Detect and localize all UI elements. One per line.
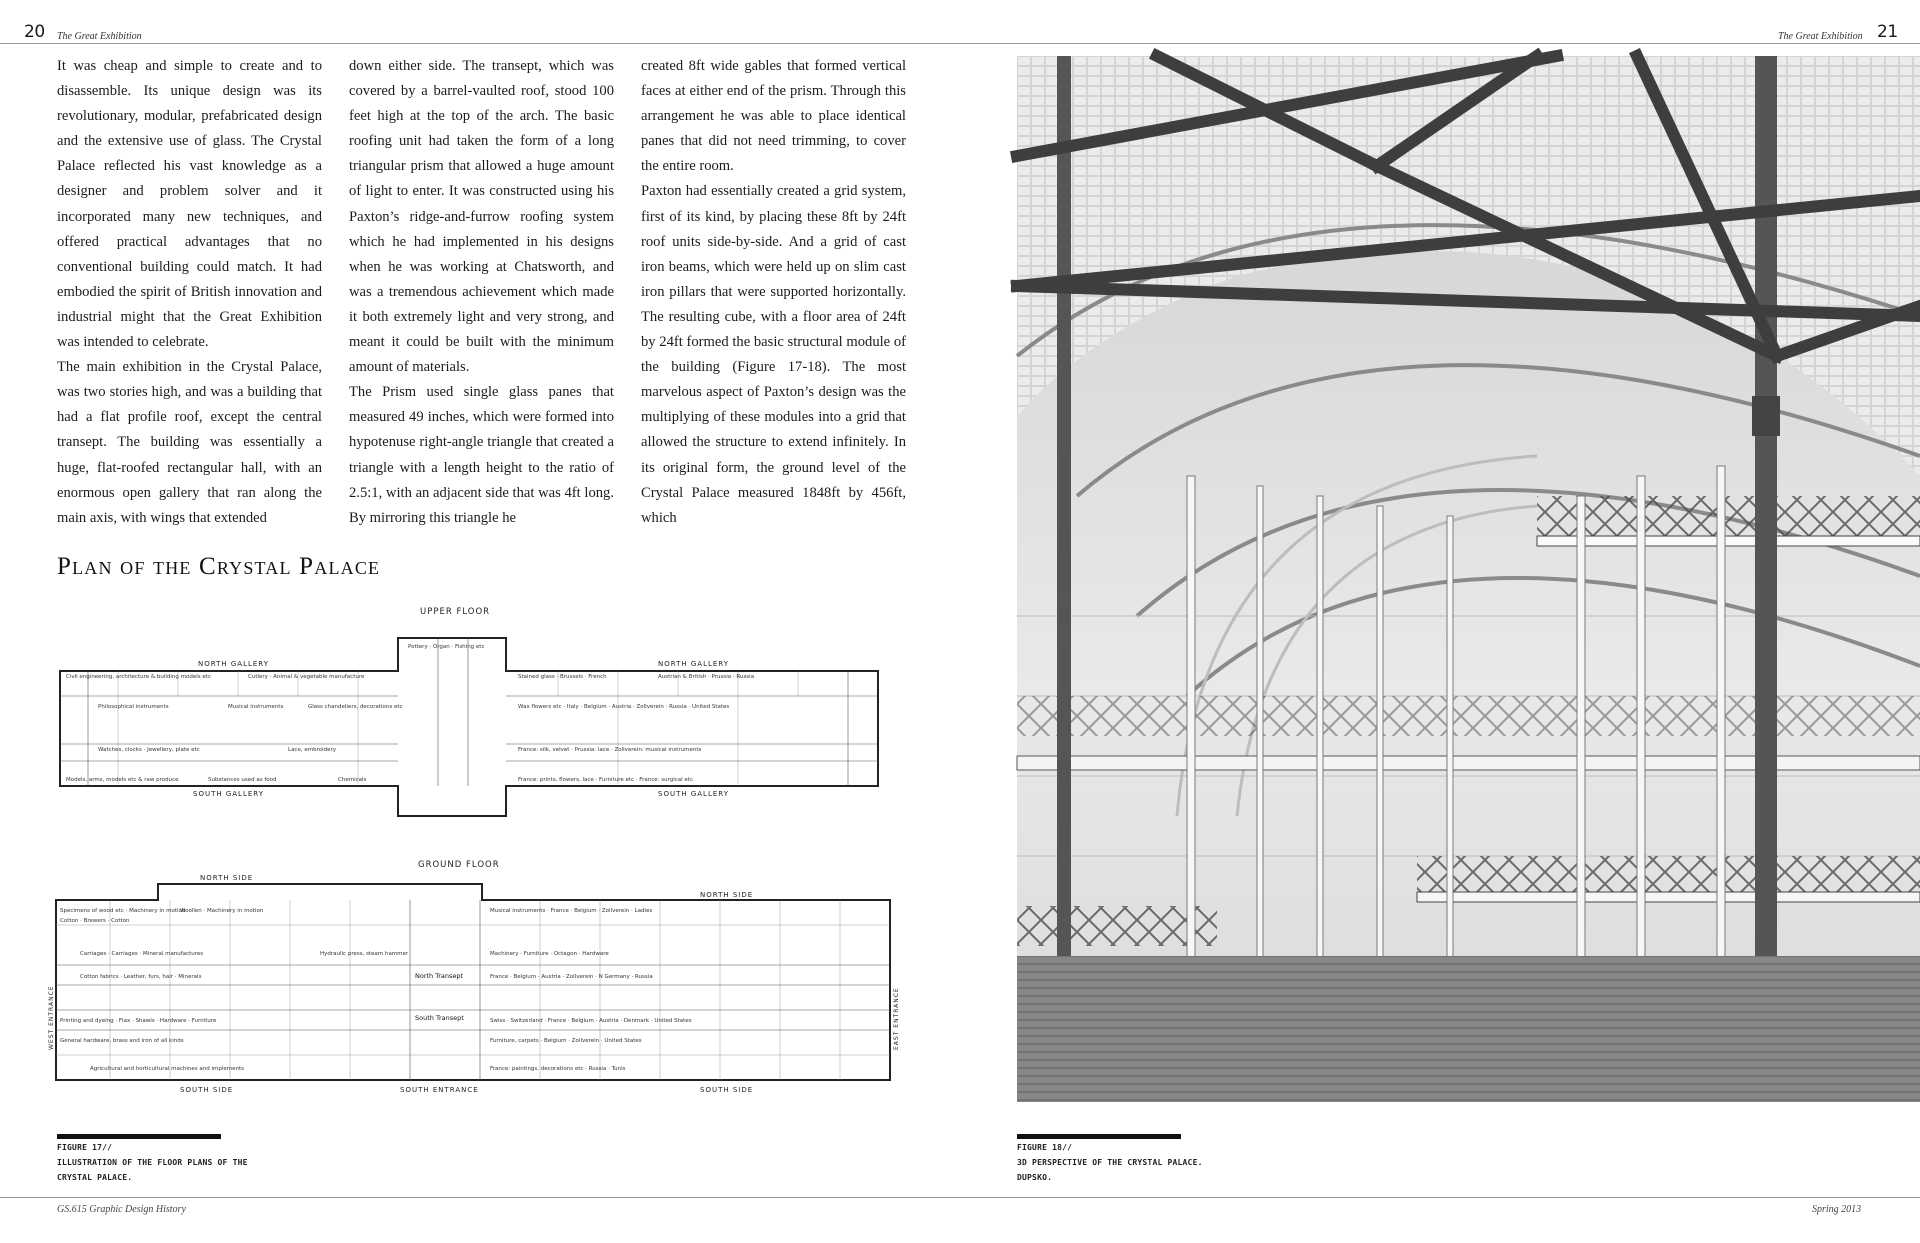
figure-17-line2: CRYSTAL PALACE. <box>57 1173 133 1182</box>
text-column-2 <box>349 54 614 531</box>
svg-text:Carriages · Carriages · Minera: Carriages · Carriages · Mineral manufactures <box>80 951 204 957</box>
figure-18-line1: 3D PERSPECTIVE OF THE CRYSTAL PALACE. <box>1017 1158 1203 1167</box>
svg-text:France · Belgium · Austria · Z: France · Belgium · Austria · Zollverein · N Germany · Russia <box>490 974 653 980</box>
svg-text:Cotton · Brewers · Cotton: Cotton · Brewers · Cotton <box>60 918 130 924</box>
footer-left: GS.615 Graphic Design History <box>57 1204 186 1215</box>
svg-text:Swiss · Switzerland · France ·: Swiss · Switzerland · France · Belgium · Austria · Denmark · United States <box>490 1018 692 1024</box>
svg-text:Cutlery · Animal & vegetable m: Cutlery · Animal & vegetable manufacture <box>248 674 365 680</box>
svg-text:Furniture, carpets · Belgium ·: Furniture, carpets · Belgium · Zollverein · United States <box>490 1038 642 1044</box>
svg-text:Musical instruments: Musical instruments <box>228 704 284 710</box>
left-page-number: 20 <box>24 22 45 42</box>
crystal-palace-3d-image <box>1017 56 1920 1102</box>
figure-18-label: FIGURE 18// <box>1017 1143 1073 1152</box>
ground-east-entrance: EAST ENTRANCE <box>893 987 900 1050</box>
svg-text:Hydraulic press, steam hammer: Hydraulic press, steam hammer <box>320 951 409 957</box>
svg-text:Musical instruments · France ·: Musical instruments · France · Belgium · Zollverein · Ladies <box>490 908 653 914</box>
svg-text:Pottery · Organ · Fishing etc: Pottery · Organ · Fishing etc <box>408 644 485 650</box>
ground-south-side-right: SOUTH SIDE <box>700 1086 754 1094</box>
ground-north-side-left: NORTH SIDE <box>200 874 254 882</box>
svg-text:Lace, embroidery: Lace, embroidery <box>288 747 336 753</box>
svg-text:Agricultural and horticultural: Agricultural and horticultural machines and implements <box>90 1066 244 1072</box>
ground-south-side-left: SOUTH SIDE <box>180 1086 234 1094</box>
svg-text:Substances used as food: Substances used as food <box>208 777 277 783</box>
text-column-1 <box>57 54 322 531</box>
svg-text:France: silk, velvet · Prussia: France: silk, velvet · Prussia: lace · Zollverein: musical instruments <box>518 747 702 753</box>
svg-text:General hardware, brass and ir: General hardware, brass and iron of all kinds <box>60 1038 184 1044</box>
left-running-title: The Great Exhibition <box>57 31 142 42</box>
footer-right: Spring 2013 <box>1812 1204 1862 1215</box>
footer-rule <box>0 1197 1920 1198</box>
ground-north-transept: North Transept <box>415 972 464 980</box>
paragraph: The main exhibition in the Crystal Palace, was two stories high, and was a building that had a flat profile roof, except the central transept. The building was essentially a huge, flat-roofed rectangular hall, with an enormous open gallery that ran along the main axis, with wings that extended <box>57 359 322 526</box>
paragraph: Paxton had essentially created a grid system, first of its kind, by placing these 8ft by 24ft roof units side-by-side. And a grid of cast iron beams, which were held up on slim cast iron pillars that were supported horizontally. The resulting cube, with a floor area of 24ft by 24ft formed the basic structural module of the building (Figure 17-18). The most marvelous aspect of Paxton’s design was the multiplying of these modules into a grid that allowed the structure to extend infinitely. In its original form, the ground level of the Crystal Palace measured 1848ft by 456ft, which <box>641 183 906 526</box>
upper-north-gallery-right: NORTH GALLERY <box>658 660 729 668</box>
paragraph: It was cheap and simple to create and to disassemble. Its unique design was its revolutionary, modular, prefabricated design and the extensive use of glass. The Crystal Palace reflected his vast knowledge as a designer and problem solver and it incorporated many new techniques, and offered practical advantages that no conventional building could match. It had embodied the spirit of British innovation and industrial might that the Great Exhibition was intended to celebrate. <box>57 58 322 351</box>
svg-text:Specimens of wood etc · Machin: Specimens of wood etc · Machinery in motion <box>60 908 186 914</box>
figure-17-bar <box>57 1134 221 1139</box>
svg-text:Stained glass · Brussels · Fre: Stained glass · Brussels · French <box>518 674 607 680</box>
svg-text:Glass chandeliers, decorations: Glass chandeliers, decorations etc <box>308 704 403 710</box>
svg-text:France: paintings, decorations: France: paintings, decorations etc · Russia · Tunis <box>490 1066 626 1072</box>
svg-text:Machinery · Furniture · Octago: Machinery · Furniture · Octagon · Hardware <box>490 951 609 957</box>
upper-floor-plan <box>58 636 880 796</box>
right-page-number: 21 <box>1877 22 1898 42</box>
svg-text:Cotton fabrics · Leather, furs: Cotton fabrics · Leather, furs, hair · Minerals <box>80 974 202 980</box>
ground-floor-plan <box>50 870 900 1096</box>
figure-17-line1: ILLUSTRATION OF THE FLOOR PLANS OF THE <box>57 1158 248 1167</box>
figure-18-caption <box>1017 1140 1203 1185</box>
upper-north-gallery-left: NORTH GALLERY <box>198 660 269 668</box>
ground-floor-label: GROUND FLOOR <box>418 860 500 870</box>
svg-text:Wax flowers etc · Italy · Belg: Wax flowers etc · Italy · Belgium · Austria · Zollverein · Russia · United States <box>518 704 730 710</box>
header-rule <box>0 43 1920 44</box>
svg-text:Austrian & British · Prussia ·: Austrian & British · Prussia · Russia <box>658 674 755 680</box>
text-column-3 <box>641 54 906 531</box>
ground-south-entrance: SOUTH ENTRANCE <box>400 1086 479 1094</box>
ground-north-side-right: NORTH SIDE <box>700 891 754 899</box>
svg-text:Printing and dyeing · Flax · S: Printing and dyeing · Flax · Shawls · Hardware · Furniture <box>60 1018 217 1024</box>
upper-south-gallery-left: SOUTH GALLERY <box>193 790 264 798</box>
figure-17-label: FIGURE 17// <box>57 1143 113 1152</box>
svg-text:Civil engineering, architectur: Civil engineering, architecture & building models etc <box>66 674 211 680</box>
ground-west-entrance: WEST ENTRANCE <box>48 985 55 1050</box>
ground-south-transept: South Transept <box>415 1014 464 1022</box>
right-running-title: The Great Exhibition <box>1778 31 1863 42</box>
figure-18-bar <box>1017 1134 1181 1139</box>
paragraph: created 8ft wide gables that formed vertical faces at either end of the prism. Through this arrangement he was able to place identical panes that did not need trimming, to cover the entire room. <box>641 58 906 175</box>
figure-17-caption <box>57 1140 248 1185</box>
plan-title: Plan of the Crystal Palace <box>57 553 381 580</box>
paragraph: down either side. The transept, which was covered by a barrel-vaulted roof, stood 100 feet high at the top of the arch. The basic roofing unit had taken the form of a long triangular prism that allowed a huge amount of light to enter. It was constructed using his Paxton’s ridge-and-furrow roofing system which he had implemented in his designs when he was working at Chatsworth, and was a tremendous achievement which made it both extremely light and very strong, and meant it could be built with the minimum amount of materials. <box>349 58 614 376</box>
figure-18-line2: DUPSKO. <box>1017 1173 1053 1182</box>
upper-south-gallery-right: SOUTH GALLERY <box>658 790 729 798</box>
paragraph: The Prism used single glass panes that measured 49 inches, which were formed into hypotenuse right-angle triangle that created a triangle with a length height to the ratio of 2.5:1, with an adjacent side that was 4ft long. By mirroring this triangle he <box>349 384 614 526</box>
svg-text:Chemicals: Chemicals <box>338 777 367 783</box>
svg-text:France: prints, flowers, lace: France: prints, flowers, lace · Furniture etc · France: surgical etc <box>518 777 693 783</box>
svg-text:Woollen · Machinery in motion: Woollen · Machinery in motion <box>180 908 264 914</box>
svg-text:Models, arms, models etc & raw: Models, arms, models etc & raw produce <box>66 777 179 783</box>
svg-text:Philosophical instruments: Philosophical instruments <box>98 704 169 710</box>
upper-floor-label: UPPER FLOOR <box>420 607 491 617</box>
svg-text:Watches, clocks · Jewellery, p: Watches, clocks · Jewellery, plate etc <box>98 747 200 753</box>
